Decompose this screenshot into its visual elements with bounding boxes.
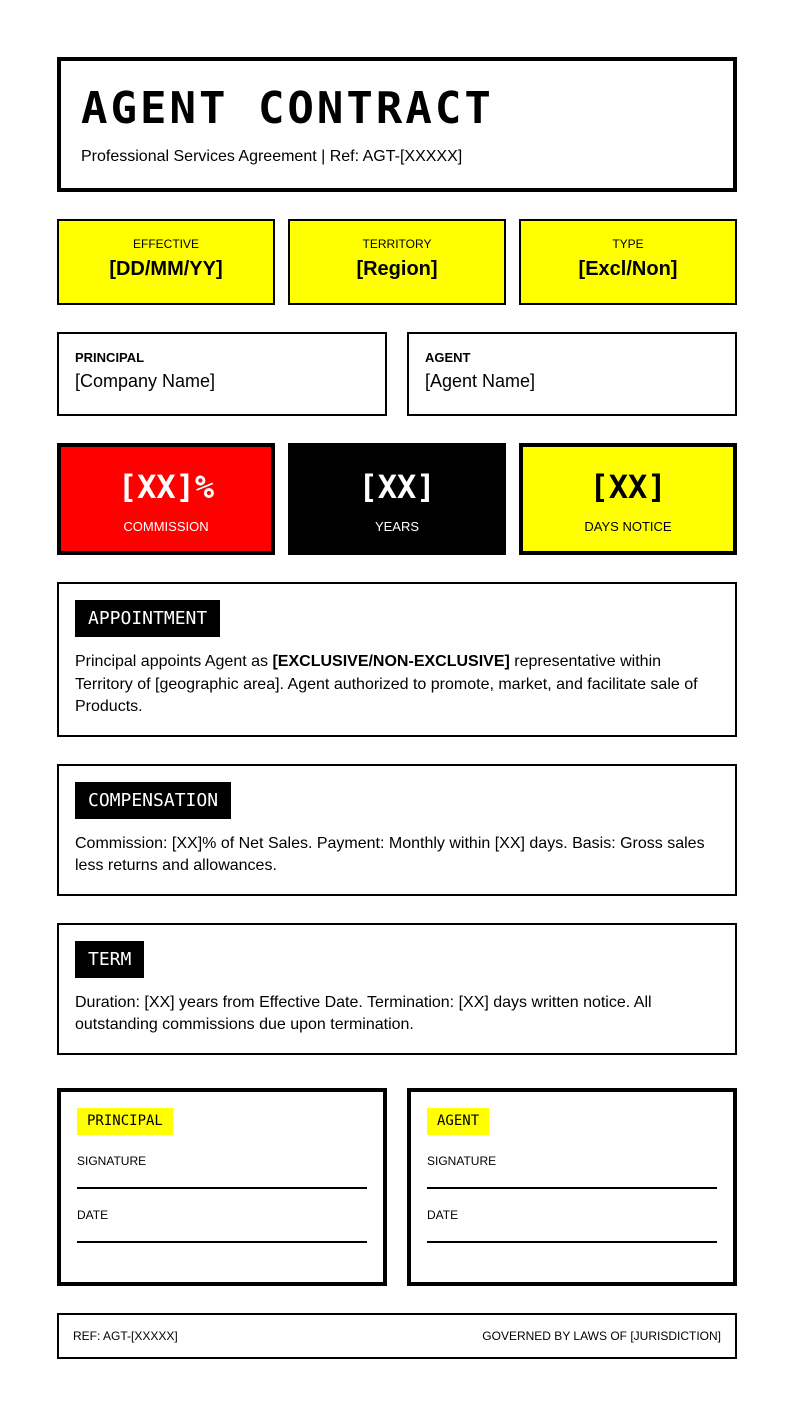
contract-page: [57, 57, 737, 1359]
signature-label: SIGNATURE: [427, 1153, 497, 1168]
section-title: COMPENSATION: [75, 782, 231, 819]
footer-governing-law: GOVERNED BY LAWS OF [JURISDICTION]: [482, 1328, 721, 1343]
meta-label: EFFECTIVE: [132, 237, 199, 251]
stat-commission: [57, 443, 275, 555]
body-text: Principal appoints Agent as: [75, 653, 273, 670]
body-bold-text: [EXCLUSIVE/NON-EXCLUSIVE]: [272, 653, 510, 670]
signature-label: SIGNATURE: [77, 1153, 147, 1168]
page-subtitle: Professional Services Agreement | Ref: AGT-[XXXXX]: [81, 148, 463, 165]
stat-label: YEARS: [374, 519, 420, 534]
signature-line[interactable]: [77, 1168, 367, 1189]
section-compensation: [57, 764, 737, 896]
meta-value: [Region]: [356, 258, 438, 280]
date-label: DATE: [77, 1207, 109, 1222]
section-term: [57, 923, 737, 1055]
contract-header: [57, 57, 737, 192]
section-body: [75, 651, 719, 735]
section-appointment: [57, 582, 737, 737]
stat-value: [XX]%: [117, 468, 215, 506]
signature-row: [57, 1088, 737, 1286]
meta-value: [Excl/Non]: [578, 258, 678, 280]
meta-label: TYPE: [612, 237, 644, 251]
stat-value: [XX]: [358, 468, 436, 506]
meta-value: [DD/MM/YY]: [109, 258, 223, 280]
contract-meta-row: [57, 219, 737, 305]
signature-line[interactable]: [427, 1168, 717, 1189]
meta-effective: [57, 219, 275, 305]
contract-footer: [57, 1313, 737, 1359]
stat-years: [288, 443, 506, 555]
signature-block-principal: [57, 1088, 387, 1286]
section-title: APPOINTMENT: [75, 600, 220, 637]
key-terms-row: [57, 443, 737, 555]
stat-label: DAYS NOTICE: [584, 519, 672, 534]
date-line[interactable]: [427, 1222, 717, 1243]
party-label: AGENT: [425, 350, 471, 365]
date-line[interactable]: [77, 1222, 367, 1243]
stat-value: [XX]: [589, 468, 667, 506]
parties-row: [57, 332, 737, 416]
date-label: DATE: [427, 1207, 459, 1222]
party-agent: [407, 332, 737, 416]
meta-type: [519, 219, 737, 305]
party-value: [Company Name]: [75, 371, 216, 391]
section-body: Commission: [XX]% of Net Sales. Payment: Monthly within [XX] days. Basis: Gross sales less returns and allowances.: [75, 834, 705, 874]
signature-party-tag: AGENT: [427, 1108, 489, 1135]
page-title: AGENT CONTRACT: [81, 83, 494, 134]
signature-block-agent: [407, 1088, 737, 1286]
party-value: [Agent Name]: [425, 371, 536, 391]
section-body: Duration: [XX] years from Effective Date. Termination: [XX] days written notice. All outstanding commissions due upon termination.: [75, 993, 652, 1033]
signature-party-tag: PRINCIPAL: [77, 1108, 173, 1135]
footer-ref: REF: AGT-[XXXXX]: [73, 1328, 178, 1343]
meta-territory: [288, 219, 506, 305]
party-principal: [57, 332, 387, 416]
body-text: representative within Territory of [geographic area]. Agent authorized to promote, market, and facilitate sale of Products.: [75, 653, 698, 715]
meta-label: TERRITORY: [362, 237, 432, 251]
stat-label: COMMISSION: [123, 519, 209, 534]
section-title: TERM: [75, 941, 144, 978]
party-label: PRINCIPAL: [75, 350, 145, 365]
stat-days-notice: [519, 443, 737, 555]
